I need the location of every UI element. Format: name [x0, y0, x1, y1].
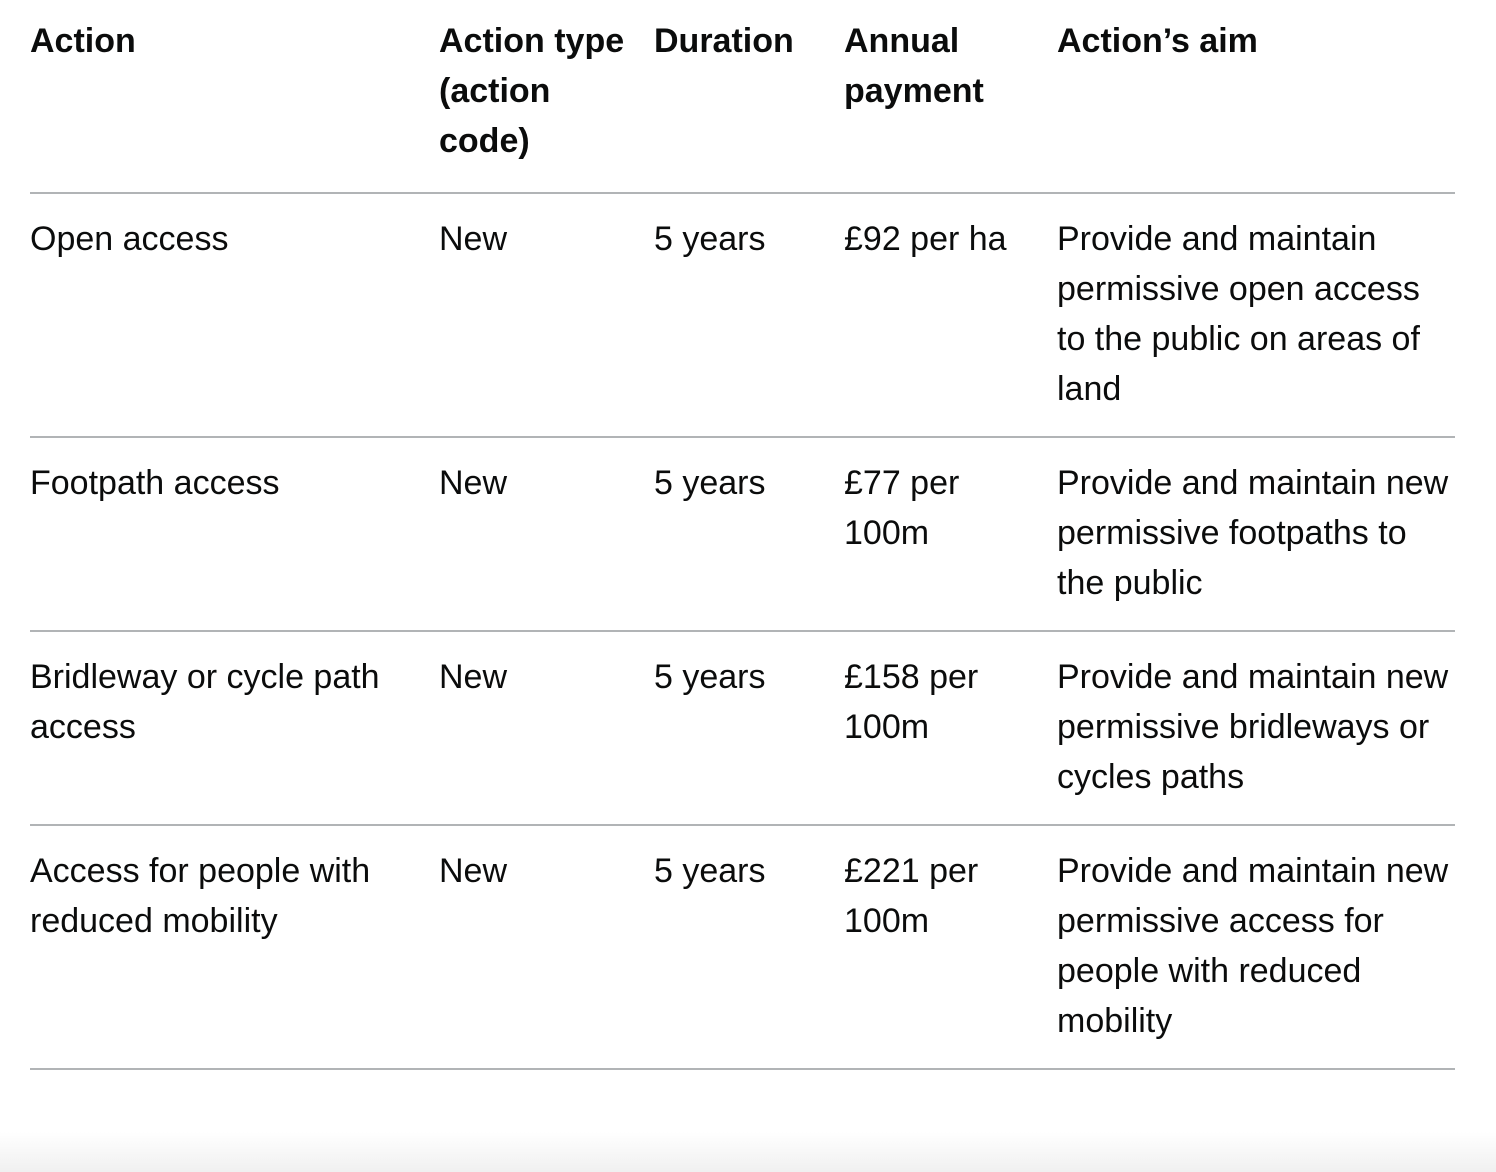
cell-action: Bridleway or cycle path access: [30, 658, 380, 746]
cell-action-type: New: [439, 852, 508, 890]
cell-actions-aim: Provide and maintain permissive open access to the public on areas of land: [1057, 220, 1420, 408]
cell-action-type: New: [439, 220, 508, 258]
cell-action: Footpath access: [30, 464, 280, 502]
cell-actions-aim: Provide and maintain new permissive footpaths to the public: [1057, 464, 1449, 602]
cell-actions-aim: Provide and maintain new permissive access for people with reduced mobility: [1057, 852, 1449, 1040]
table-row: [30, 437, 1455, 631]
table-body: [30, 193, 1455, 1069]
header-row: [30, 0, 1455, 193]
cell-annual-payment: £221 per 100m: [844, 852, 979, 940]
header-actions-aim: Action’s aim: [1057, 22, 1258, 60]
table-header: [30, 0, 1455, 193]
table-row: [30, 631, 1455, 825]
cell-actions-aim: Provide and maintain new permissive bridleways or cycles paths: [1057, 658, 1449, 796]
cell-annual-payment: £77 per 100m: [844, 464, 960, 552]
header-action-type: Action type (action code): [439, 22, 625, 160]
cell-duration: 5 years: [654, 464, 766, 502]
cell-duration: 5 years: [654, 658, 766, 696]
header-annual-payment: Annual payment: [844, 22, 984, 110]
header-action: Action: [30, 22, 136, 60]
cell-action: Access for people with reduced mobility: [30, 852, 371, 940]
bottom-fade: [0, 1132, 1496, 1172]
cell-annual-payment: £92 per ha: [844, 220, 1007, 258]
actions-table: [30, 0, 1455, 1070]
cell-duration: 5 years: [654, 852, 766, 890]
cell-action: Open access: [30, 220, 229, 258]
table-row: [30, 193, 1455, 437]
table-row: [30, 825, 1455, 1069]
actions-table-container: [30, 0, 1455, 1070]
header-duration: Duration: [654, 22, 794, 60]
cell-annual-payment: £158 per 100m: [844, 658, 979, 746]
cell-action-type: New: [439, 658, 508, 696]
cell-action-type: New: [439, 464, 508, 502]
cell-duration: 5 years: [654, 220, 766, 258]
